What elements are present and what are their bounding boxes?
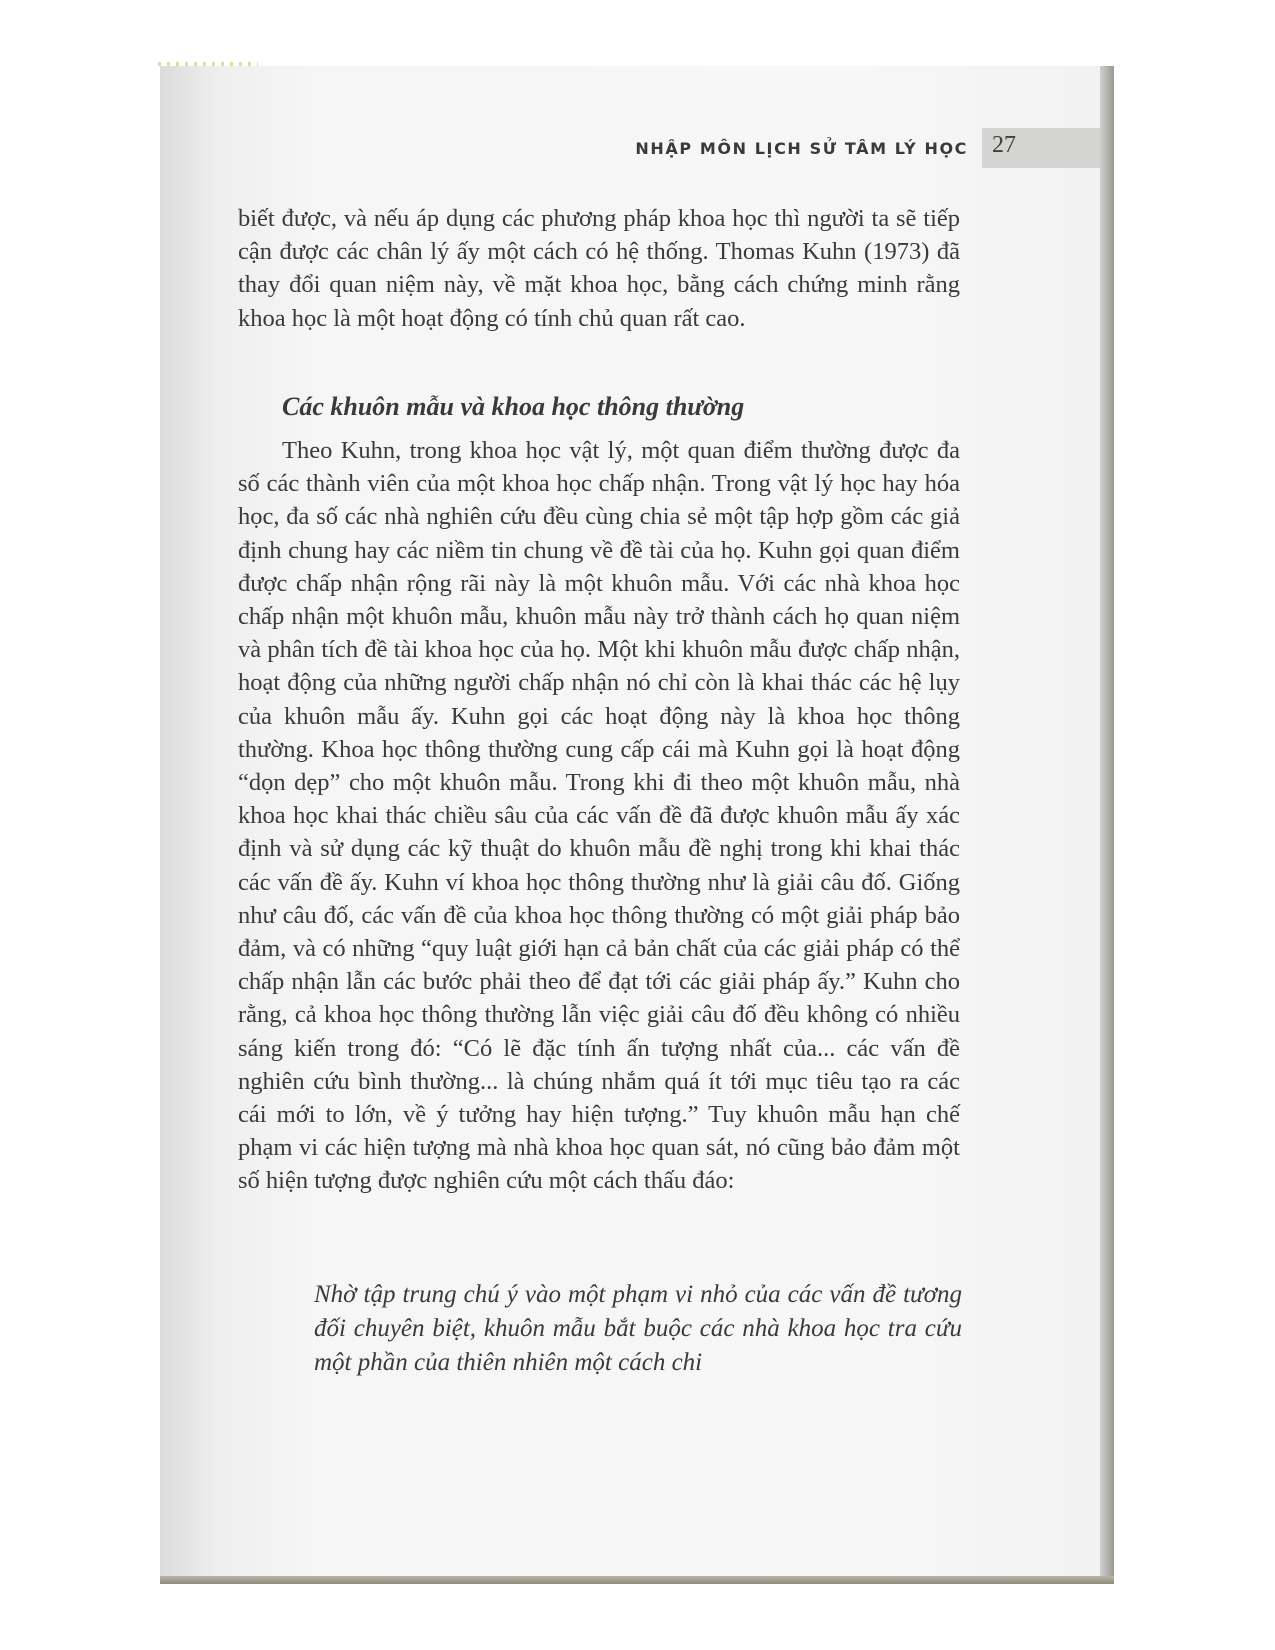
book-page <box>160 66 1100 1576</box>
section-heading: Các khuôn mẫu và khoa học thông thường <box>282 392 745 421</box>
page-number: 27 <box>992 132 1016 158</box>
scan-specks <box>158 62 258 66</box>
page-edge-shadow <box>1100 66 1114 1576</box>
block-quote: Nhờ tập trung chú ý vào một phạm vi nhỏ của các vấn đề tương đối chuyên biệt, khuôn mẫu bắt buộc các nhà khoa học tra cứu một phần của thiên nhiên một cách chi <box>314 1281 962 1376</box>
running-title: NHẬP MÔN LỊCH SỬ TÂM LÝ HỌC <box>635 139 968 158</box>
paragraph-2: Theo Kuhn, trong khoa học vật lý, một quan điểm thường được đa số các thành viên của một khoa học chấp nhận. Trong vật lý học hay hóa học, đa số các nhà nghiên cứu đều cùng chia sẻ một tập hợp gồm các giả định chung hay các niềm tin chung về đề tài của họ. Kuhn gọi quan điểm được chấp nhận rộng rãi này là một khuôn mẫu. Với các nhà khoa học chấp nhận một khuôn mẫu, khuôn mẫu này trở thành cách họ quan niệm và phân tích đề tài khoa học của họ. Một khi khuôn mẫu được chấp nhận, hoạt động của những người chấp nhận nó chỉ còn là khai thác các hệ lụy của khuôn mẫu ấy. Kuhn gọi các hoạt động này là khoa học thông thường. Khoa học thông thường cung cấp cái mà Kuhn gọi là hoạt động “dọn dẹp” cho một khuôn mẫu. Trong khi đi theo một khuôn mẫu, nhà khoa học khai thác chiều sâu của các vấn đề đã được khuôn mẫu ấy xác định và sử dụng các kỹ thuật do khuôn mẫu đề nghị trong khi khai thác các vấn đề ấy. Kuhn ví khoa học thông thường như là giải câu đố. Giống như câu đố, các vấn đề của khoa học thông thường có một giải pháp bảo đảm, và có những “quy luật giới hạn cả bản chất của các giải pháp có thể chấp nhận lẫn các bước phải theo để đạt tới các giải pháp ấy.” Kuhn cho rằng, cả khoa học thông thường lẫn việc giải câu đố đều không có nhiều sáng kiến trong đó: “Có lẽ đặc tính ấn tượng nhất của... các vấn đề nghiên cứu bình thường... là chúng nhắm quá ít tới mục tiêu tạo ra các cái mới to lớn, về ý tưởng hay hiện tượng.” Tuy khuôn mẫu hạn chế phạm vi các hiện tượng mà nhà khoa học quan sát, nó cũng bảo đảm một số hiện tượng được nghiên cứu một cách thấu đáo: <box>238 437 960 1195</box>
page-number-box <box>982 128 1100 168</box>
paragraph-1: biết được, và nếu áp dụng các phương pháp khoa học thì người ta sẽ tiếp cận được các chân lý ấy một cách có hệ thống. Thomas Kuhn (1973) đã thay đổi quan niệm này, về mặt khoa học, bằng cách chứng minh rằng khoa học là một hoạt động có tính chủ quan rất cao. <box>238 205 960 332</box>
page-bottom-edge <box>160 1576 1114 1584</box>
running-header <box>160 128 1100 168</box>
